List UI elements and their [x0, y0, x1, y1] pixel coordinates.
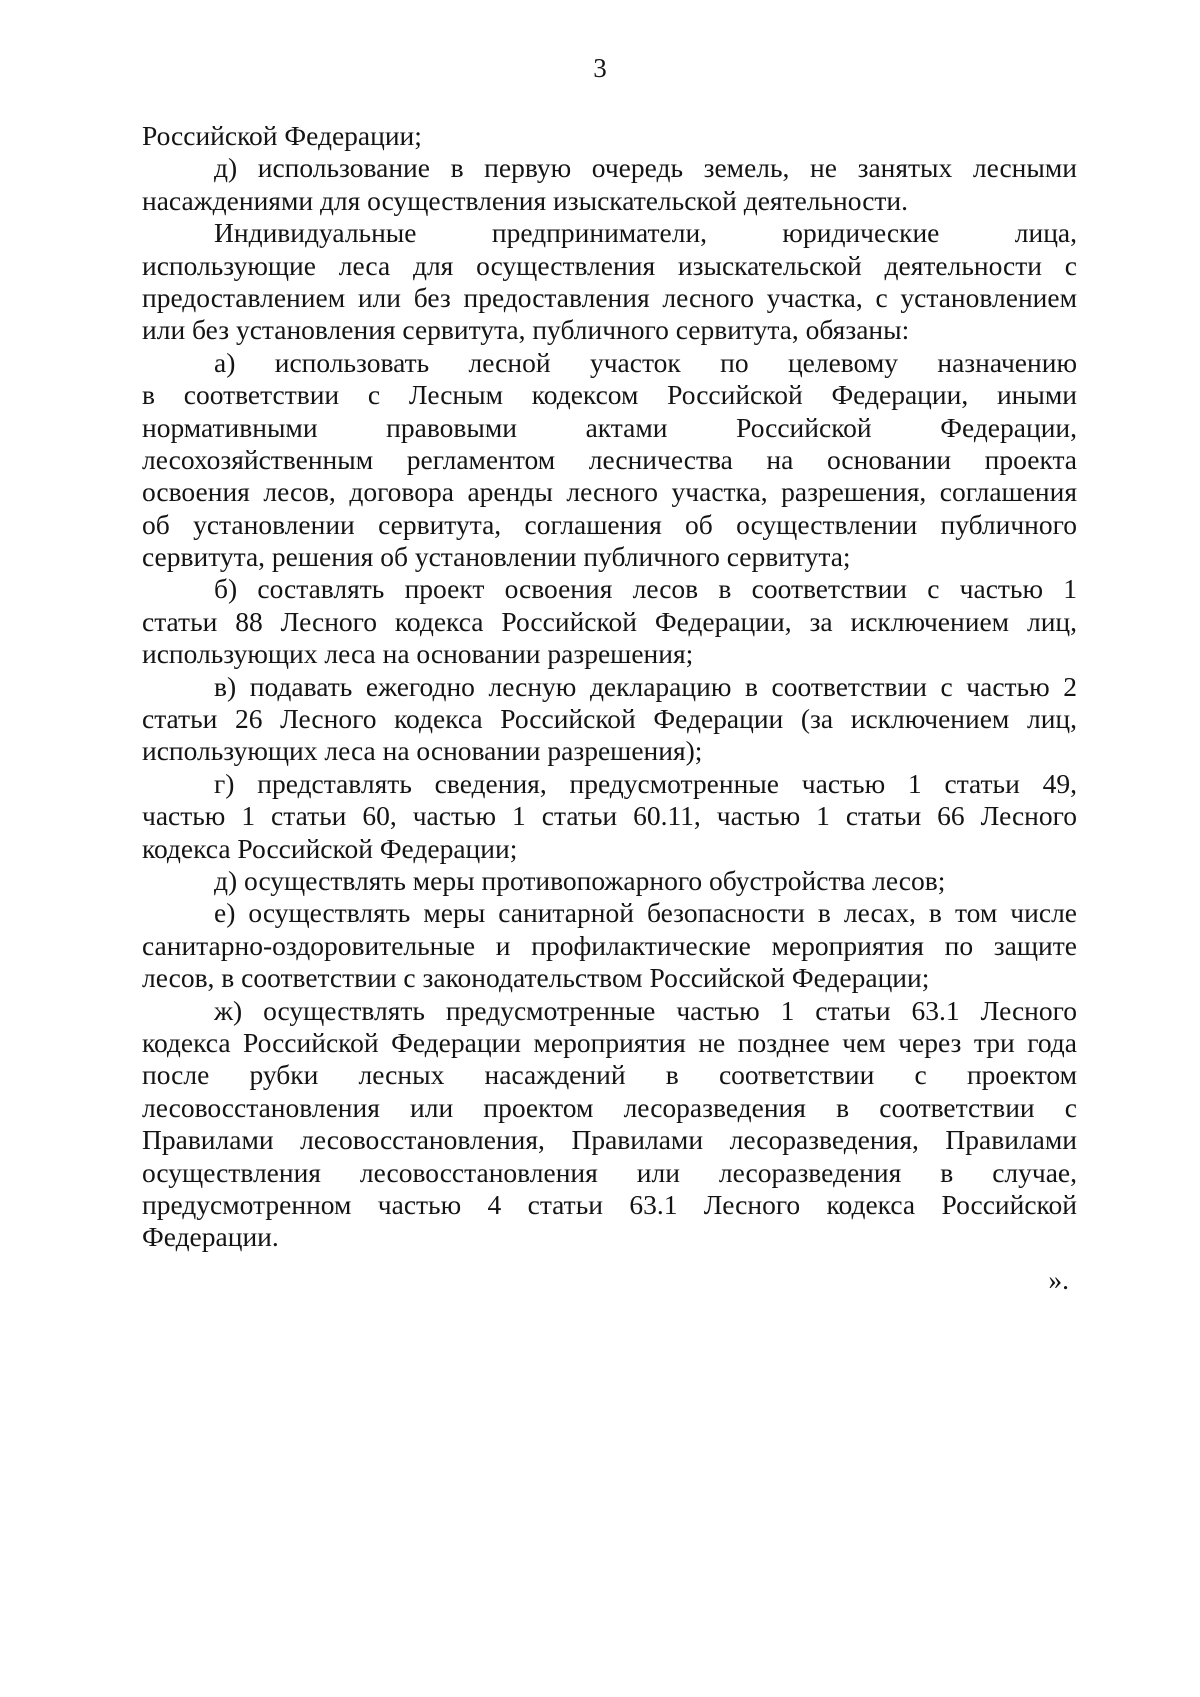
text-line: Индивидуальные предприниматели, юридические лица,: [214, 217, 1077, 249]
text-line: д) использование в первую очередь земель, не занятых лесными: [214, 152, 1077, 184]
text-line: освоения лесов, договора аренды лесного участка, разрешения, соглашения: [142, 476, 1077, 508]
text-line: д) осуществлять меры противопожарного обустройства лесов;: [214, 864, 946, 896]
text-line: насаждениями для осуществления изыскательской деятельности.: [142, 184, 909, 216]
text-line: использующие леса для осуществления изыскательской деятельности с: [142, 249, 1077, 281]
page-number: 3: [593, 53, 607, 83]
text-line: лесохозяйственным регламентом лесничества на основании проекта: [142, 443, 1077, 475]
text-line: статьи 26 Лесного кодекса Российской Федерации (за исключением лиц,: [142, 703, 1077, 735]
text-line: Правилами лесовосстановления, Правилами лесоразведения, Правилами: [142, 1124, 1077, 1156]
text-line: нормативными правовыми актами Российской Федерации,: [142, 411, 1077, 443]
text-line: предоставлением или без предоставления лесного участка, с установлением: [142, 281, 1077, 313]
text-line: лесов, в соответствии с законодательством Российской Федерации;: [142, 962, 930, 994]
text-line: лесовосстановления или проектом лесоразведения в соответствии с: [142, 1091, 1077, 1123]
text-line: а) использовать лесной участок по целевому назначению: [214, 346, 1077, 378]
text-line: кодекса Российской Федерации мероприятия не позднее чем через три года: [142, 1026, 1077, 1058]
text-line: или без установления сервитута, публичного сервитута, обязаны:: [142, 314, 910, 346]
text-line: осуществления лесовосстановления или лесоразведения в случае,: [142, 1156, 1077, 1188]
text-line: частью 1 статьи 60, частью 1 статьи 60.11, частью 1 статьи 66 Лесного: [142, 800, 1077, 832]
text-line: е) осуществлять меры санитарной безопасности в лесах, в том числе: [214, 897, 1077, 929]
text-line: санитарно-оздоровительные и профилактические мероприятия по защите: [142, 929, 1077, 961]
text-line: в соответствии с Лесным кодексом Российской Федерации, иными: [142, 379, 1077, 411]
text-line: после рубки лесных насаждений в соответствии с проектом: [142, 1059, 1077, 1091]
text-line: использующих леса на основании разрешения;: [142, 638, 694, 670]
text-line: ж) осуществлять предусмотренные частью 1 статьи 63.1 Лесного: [214, 994, 1077, 1026]
document-body: [142, 120, 1077, 1296]
text-line: предусмотренном частью 4 статьи 63.1 Лесного кодекса Российской: [142, 1188, 1077, 1220]
text-line: в) подавать ежегодно лесную декларацию в соответствии с частью 2: [214, 670, 1077, 702]
text-line: Российской Федерации;: [142, 120, 422, 151]
text-line: использующих леса на основании разрешения);: [142, 735, 703, 767]
text-line: кодекса Российской Федерации;: [142, 832, 518, 864]
text-line: б) составлять проект освоения лесов в соответствии с частью 1: [214, 573, 1077, 605]
text-line: статьи 88 Лесного кодекса Российской Федерации, за исключением лиц,: [142, 605, 1077, 637]
text-line: г) представлять сведения, предусмотренные частью 1 статьи 49,: [214, 767, 1077, 799]
text-line: Федерации.: [142, 1221, 279, 1253]
text-line: сервитута, решения об установлении публичного сервитута;: [142, 541, 851, 573]
text-line: об установлении сервитута, соглашения об осуществлении публичного: [142, 508, 1077, 540]
closing-quote-mark: ».: [1048, 1263, 1069, 1295]
